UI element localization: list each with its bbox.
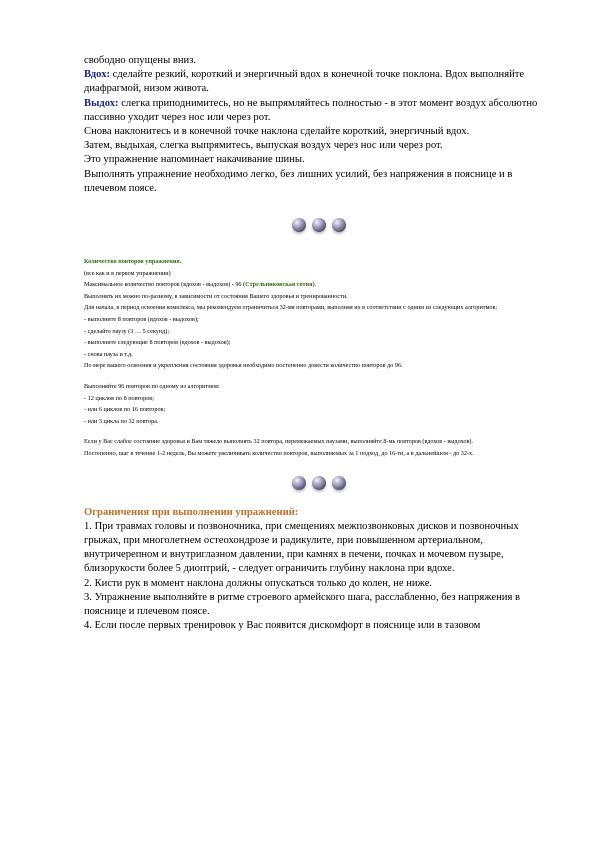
list-item: 4. Если после первых тренировок у Вас появится дискомфорт в пояснице или в тазовом <box>84 620 481 632</box>
list-item: - 12 циклов по 8 повторов; <box>84 394 154 402</box>
list-item: - снова пауза и т.д. <box>84 350 133 358</box>
section-title: Количество повторов упражнения. <box>84 258 182 266</box>
exhale-paragraph <box>84 97 554 125</box>
note-paragraph: Постепенно, шаг в течение 1-2 недель, Вы можете увеличивать количество повторов, выполняемых за 1 подход, до 16-ти, а в дальнейшем - до 32-х. <box>84 449 474 457</box>
list-item: 2. Кисти рук в момент наклона должны опускаться только до колен, не ниже. <box>84 577 433 589</box>
list-item: - сделайте паузу (3 … 5 секунд); <box>84 327 170 335</box>
text-line: Выполняйте 96 повторов по одному из алгоритмов: <box>84 382 220 390</box>
text-line: По мере вашего освоения и укрепления состояния здоровья необходимо постепенно довести количество повторов до 96. <box>84 362 403 370</box>
sphere-icon <box>292 476 306 490</box>
text-line: Для начала, в период освоения комплекса, мы рекомендуем ограничиться 32-мя повторами, выполняя их в соответствии с одним из следующих алгоритмов: <box>84 304 498 312</box>
text-line: свободно опущены вниз. <box>84 55 197 66</box>
list-item: 3. Упражнение выполняйте в ритме строевого армейского шага, расслабленно, без напряжения в пояснице и плечевом поясе. <box>84 591 520 617</box>
strelnikova-link[interactable]: Стрельниковская сотня <box>245 281 313 289</box>
exhale-text: слегка приподнимитесь, но не выпрямляйтесь полностью - в этот момент воздух абсолютно пассивно уходит через нос или через рот. <box>84 97 538 123</box>
inhale-text: сделайте резкий, короткий и энергичный вдох в конечной точке поклона. Вдох выполняйте диафрагмой, низом живота. <box>84 69 525 95</box>
sphere-icon <box>332 218 346 232</box>
list-item: 1. При травмах головы и позвоночника, при смещениях межпозвонковых дисков и позвоночных грыжах, при многолетнем остеохондрозе и радикулите, при повышенном артериальном, внутричерепном и внутриглазном давлении, при камнях в печени, почках и мочевом пузыре, близорукости более 5 диоптрий, - следует ограничить глубину наклона при вдохе. <box>84 520 519 575</box>
inhale-label: Вдох: <box>84 69 111 81</box>
sphere-icon <box>312 476 326 490</box>
text-line: Максимальное количество повторов (вдохов - выдохов) - 96 (Стрельниковская сотня). <box>84 281 317 289</box>
inhale-paragraph <box>84 68 554 96</box>
text-line: Затем, выдыхая, слегка выпрямитесь, выпуская воздух через нос или через рот. <box>84 140 443 152</box>
list-item: - выполните 8 повторов (вдохов - выдохов); <box>84 316 199 323</box>
text-line: Это упражнение напоминает накачивание шины. <box>84 154 305 166</box>
list-item: - или 3 цикла по 32 повтора. <box>84 417 159 425</box>
text-line: Выполнять их можно по-разному, в зависимости от состояния Вашего здоровья и тренированности. <box>84 292 348 300</box>
document-page <box>84 54 554 633</box>
restrictions-heading: Ограничения при выполнении упражнений: <box>84 506 299 518</box>
sphere-icon <box>332 476 346 490</box>
separator-dots <box>84 476 554 490</box>
text-line: (все как и в первом упражнении) <box>84 269 171 277</box>
list-item: - выполните следующие 8 повторов (вдохов - выдохов); <box>84 339 231 347</box>
exhale-label: Выдох: <box>84 97 119 109</box>
text-line: Снова наклонитесь и в конечной точке наклона сделайте короткий, энергичный вдох. <box>84 126 470 138</box>
note-paragraph: Если у Вас слабое состояние здоровья и Вам тяжело выполнять 32 повтора, перемежаемых паузами, выполняйте 8-мь повторов (вдохов - выдохов). <box>84 438 473 446</box>
sphere-icon <box>312 218 326 232</box>
text-line: Выполнять упражнение необходимо легко, без лишних усилий, без напряжения в пояснице и в плечевом поясе. <box>84 168 513 194</box>
sphere-icon <box>292 218 306 232</box>
separator-dots <box>84 218 554 232</box>
list-item: - или 6 циклов по 16 повторов; <box>84 406 166 414</box>
